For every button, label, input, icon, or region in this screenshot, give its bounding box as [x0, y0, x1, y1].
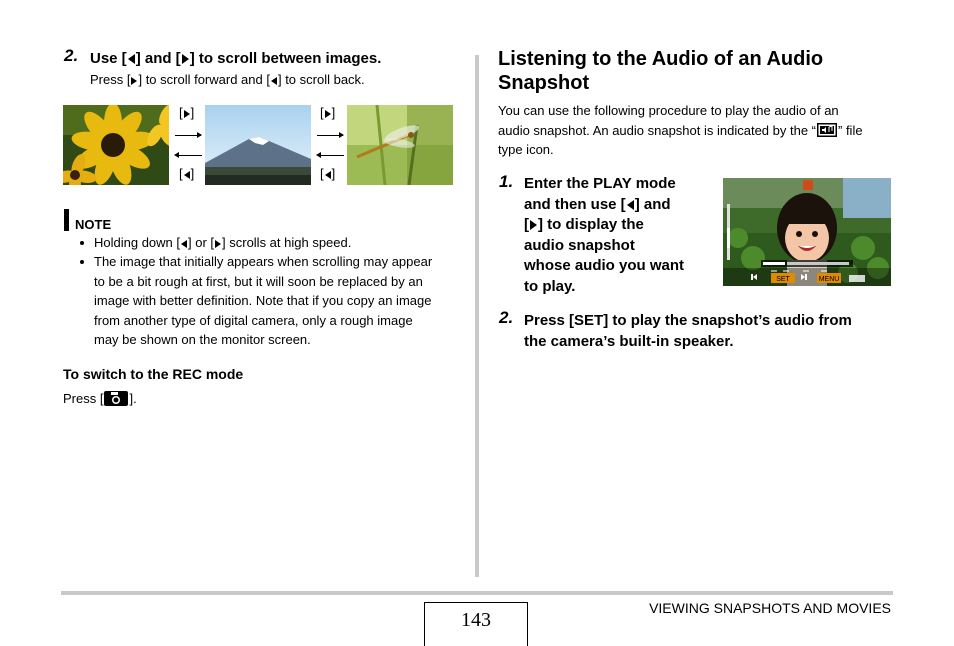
step-2-sub-post: ] to scroll back.: [277, 72, 365, 87]
step-2-subtext: [90, 70, 365, 90]
intro-line-2: [498, 121, 863, 141]
right-arrow-icon: [131, 77, 137, 85]
step-1-line-6: to play.: [524, 277, 576, 295]
note-bullet-2-line-5: may be shown on the monitor screen.: [94, 332, 311, 347]
footer-rule: [61, 591, 893, 595]
right-arrow-icon: [215, 240, 221, 248]
step-1-line-1: Enter the PLAY mode: [524, 175, 676, 192]
rec-mode-heading: To switch to the REC mode: [63, 366, 244, 382]
note-bullet-1-mid: ] or [: [188, 235, 215, 250]
step-1-line-2-post: ] and: [634, 195, 671, 213]
note-bullet-1-pre: Holding down [: [94, 235, 180, 250]
note-heading: NOTE: [75, 217, 112, 232]
note-bullet-2-line-4: from another type of digital camera, only a rough image: [94, 312, 413, 328]
bracket-open: [: [320, 105, 324, 120]
back-key-label-1: [179, 164, 194, 184]
audio-snapshot-icon: [817, 123, 837, 137]
left-arrow-icon: [181, 240, 187, 248]
step-1-line-4: audio snapshot: [524, 236, 635, 254]
step-1-line-5: whose audio you want: [524, 257, 685, 274]
right-arrow-icon: [184, 110, 190, 118]
left-arrow-icon: [184, 171, 190, 179]
bracket-close: ]: [331, 166, 336, 181]
note-bullet-2-line-3: image with better definition. Note that if you copy an image: [94, 293, 432, 308]
step-1-line-2-pre: and then use [: [524, 195, 626, 213]
note-bullet-2-line-1: The image that initially appears when scrolling may appear: [94, 254, 433, 269]
step-2-right-text: [524, 310, 852, 352]
note-bar: [64, 209, 69, 231]
left-arrow-icon: [128, 54, 135, 64]
back-arrow-line-2: [318, 155, 344, 156]
step-1-text: [524, 174, 684, 297]
step-1-line-3-post: ] to display the: [538, 216, 644, 233]
step-1-line-3: [524, 215, 684, 236]
right-arrow-icon: [182, 54, 189, 64]
note-bullet-2: [94, 252, 432, 350]
step-1-line-3-pre: [: [524, 216, 529, 233]
sunflower-photo: [63, 105, 169, 185]
camera-icon: [104, 391, 128, 406]
intro-line-1: You can use the following procedure to play the audio of an: [498, 103, 839, 118]
back-arrowhead-1: [174, 152, 179, 158]
rec-text-pre: Press [: [63, 391, 104, 406]
step-1-line-2: [524, 195, 684, 216]
intro-line-2-pre: audio snapshot. An audio snapshot is indicated by the “: [498, 122, 816, 138]
intro-text: [498, 101, 863, 160]
step-2-right-line-1: Press [SET] to play the snapshot’s audio from: [524, 312, 852, 329]
rec-text-post: ].: [129, 391, 137, 406]
step-1-number: 1.: [499, 172, 514, 191]
camera-monitor-screenshot: [723, 178, 891, 286]
column-divider: [475, 55, 479, 577]
step-2-title: [90, 50, 381, 67]
bracket-close: ]: [331, 105, 336, 120]
step-2-title-post: ] to scroll between images.: [189, 50, 382, 67]
step-2-sub-mid: ] to scroll forward and [: [138, 72, 270, 87]
step-2-title-mid: ] and [: [135, 50, 181, 67]
page-number: 143: [461, 609, 491, 631]
intro-line-3: type icon.: [498, 142, 554, 157]
intro-line-2-post: ” file: [838, 122, 863, 138]
left-arrow-icon: [627, 200, 634, 210]
bracket-close: ]: [190, 105, 195, 120]
screen-set-label: SET: [776, 276, 790, 283]
section-heading: [498, 47, 823, 95]
rec-mode-text: [63, 389, 137, 409]
forward-key-label-1: [179, 103, 194, 123]
bracket-open: [: [179, 166, 183, 181]
step-2-number: 2.: [64, 46, 79, 65]
section-heading-line-1: Listening to the Audio of an Audio: [498, 48, 824, 70]
left-arrow-icon: [325, 171, 331, 179]
section-heading-line-2: Snapshot: [498, 72, 590, 94]
step-2-sub-pre: Press [: [90, 72, 131, 87]
forward-arrowhead-2: [339, 132, 344, 138]
back-arrowhead-2: [316, 152, 321, 158]
bullet-dot: [80, 260, 84, 264]
right-arrow-icon: [530, 220, 537, 230]
step-2-title-pre: Use [: [90, 50, 127, 67]
bracket-close: ]: [190, 166, 195, 181]
step-2-right-number: 2.: [499, 308, 514, 327]
bullet-dot: [80, 241, 84, 245]
forward-key-label-2: [320, 103, 335, 123]
back-key-label-2: [320, 164, 335, 184]
screen-menu-label: MENU: [818, 276, 840, 283]
left-arrow-icon: [271, 77, 277, 85]
footer-section-title: VIEWING SNAPSHOTS AND MOVIES: [649, 600, 891, 616]
bracket-open: [: [179, 105, 183, 120]
back-arrow-line-1: [176, 155, 202, 156]
mountain-photo: [205, 105, 311, 185]
dragonfly-photo: [347, 105, 453, 185]
step-2-right-line-2: the camera’s built-in speaker.: [524, 333, 734, 350]
right-arrow-icon: [325, 110, 331, 118]
bracket-open: [: [320, 166, 324, 181]
note-bullet-2-line-2: to be a bit rough at first, but it will soon be replaced by an: [94, 273, 423, 289]
forward-arrowhead-1: [197, 132, 202, 138]
note-bullet-1-post: ] scrolls at high speed.: [222, 235, 352, 250]
